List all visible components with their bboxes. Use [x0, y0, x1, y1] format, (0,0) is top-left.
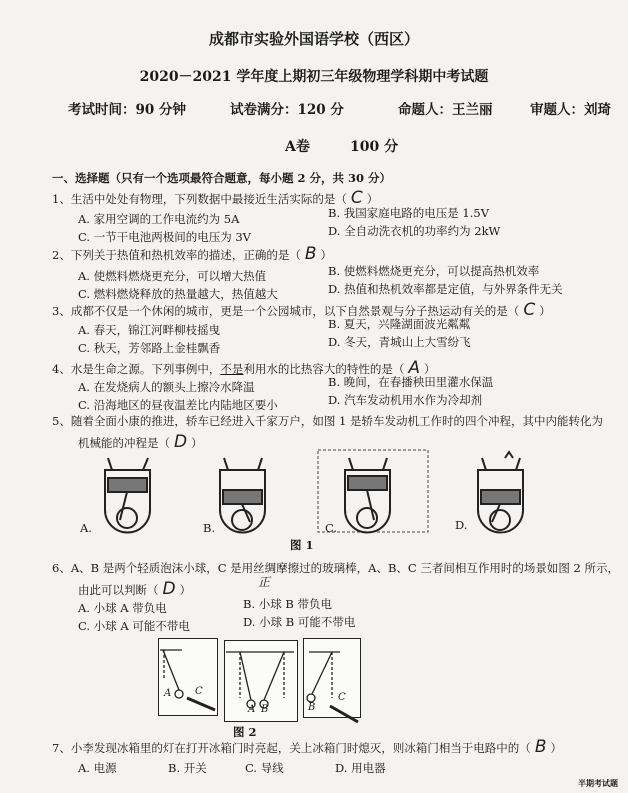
option: D. 热值和热机效率都是定值，与外界条件无关 [328, 282, 563, 296]
handwritten-answer: D [162, 579, 176, 599]
option: C. 一节干电池两极间的电压为 3V [78, 230, 251, 244]
option: D. 用电器 [335, 761, 386, 775]
exam-time: 考试时间：90 分钟 [68, 102, 186, 118]
question-5-cont: 机械能的冲程是（ D ） [78, 432, 203, 452]
exam-title: 2020－2021 学年度上期初三年级物理学科期中考试题 [139, 69, 489, 85]
option: A. 家用空调的工作电流约为 5A [78, 212, 240, 226]
handwritten-answer: A [408, 358, 420, 378]
figure-2-label: A [248, 704, 256, 715]
engine-a [105, 458, 150, 533]
figure-2-label: C [195, 686, 203, 697]
handwritten-answer: B [534, 737, 547, 757]
handwritten-note: 正 [258, 575, 271, 589]
option: C. 沿海地区的昼夜温差比内陆地区要小 [78, 398, 278, 412]
option: A. 春天，锦江河畔柳枝摇曳 [78, 323, 221, 337]
question-1: 1、生活中处处有物理，下列数据中最接近生活实际的是（ C ） [52, 188, 379, 208]
option: D. 汽车发动机用水作为冷却剂 [328, 393, 483, 407]
figure-1-label-a: A. [80, 521, 92, 535]
option: B. 开关 [168, 761, 207, 775]
question-6: 6、A、B 是两个轻质泡沫小球，C 是用丝绸摩擦过的玻璃棒，A、B、C 三者间相互作用时的场景如图 2 所示， [52, 561, 620, 575]
option: D. 全自动洗衣机的功率约为 2kW [328, 224, 501, 238]
option: B. 使燃料燃烧更充分，可以提高热机效率 [328, 264, 540, 278]
section-heading: 一、选择题（只有一个选项最符合题意，每小题 2 分，共 30 分） [52, 171, 392, 185]
author: 命题人：王兰丽 [398, 102, 493, 118]
school-name: 成都市实验外国语学校（西区） [208, 30, 419, 48]
question-6-cont: 由此可以判断（ D ） [78, 579, 192, 599]
option: A. 电源 [78, 761, 117, 775]
option: D. 冬天，青城山上大雪纷飞 [328, 335, 471, 349]
option: B. 我国家庭电路的电压是 1.5V [328, 206, 490, 220]
handwritten-answer: B [304, 244, 317, 264]
full-score: 试卷满分：120 分 [230, 102, 344, 118]
option: C. 小球 A 可能不带电 [78, 619, 190, 633]
handwritten-answer: C [523, 300, 536, 320]
paper-score: 100 分 [350, 139, 399, 155]
option: A. 使燃料燃烧更充分，可以增大热值 [78, 269, 267, 283]
option: B. 晚间，在春播秧田里灌水保温 [328, 375, 494, 389]
figure-2-label: B [308, 702, 316, 713]
reviewer: 审题人：刘琦 [530, 102, 611, 118]
handwritten-answer: D [174, 432, 188, 452]
figure-2-drawing [0, 638, 628, 738]
figure-1-label-c: C. [325, 521, 338, 535]
figure-1-engines [0, 450, 628, 560]
figure-1-caption: 图 1 [290, 538, 314, 552]
figure-2-label: C [338, 692, 346, 703]
question-3: 3、成都不仅是一个休闲的城市，更是一个公园城市，以下自然景观与分子热运动有关的是（ C ） [52, 300, 551, 320]
option: A. 小球 A 带负电 [78, 601, 167, 615]
question-2: 2、下列关于热值和热机效率的描述，正确的是（ B ） [52, 244, 332, 264]
question-5: 5、随着全面小康的推进，轿车已经进入千家万户，如图 1 是轿车发动机工作时的四个冲程，其中内能转化为 [52, 414, 603, 428]
question-7: 7、小李发现冰箱里的灯在打开冰箱门时亮起，关上冰箱门时熄灭，则冰箱门相当于电路中的（ B ） [52, 737, 562, 757]
option: B. 小球 B 带负电 [243, 597, 333, 611]
engine-d [478, 452, 523, 533]
footer-label: 半期考试题 [578, 778, 618, 788]
figure-1-label-b: B. [203, 521, 216, 535]
figure-2-caption: 图 2 [233, 725, 257, 739]
paper-label: A卷 [285, 139, 310, 155]
option: B. 夏天，兴隆湖面波光粼粼 [328, 317, 471, 331]
engine-c [345, 458, 390, 533]
figure-2-label: B [261, 704, 269, 715]
question-4: 4、水是生命之源。下列事例中，不是利用水的比热容大的特性的是（ A ） [52, 358, 436, 378]
figure-1-label-d: D. [455, 518, 468, 532]
option: C. 导线 [245, 761, 284, 775]
handwritten-answer: C [350, 188, 363, 208]
figure-2-label: A [164, 688, 172, 699]
option: A. 在发烧病人的额头上擦冷水降温 [78, 380, 255, 394]
option: C. 燃料燃烧释放的热量越大，热值越大 [78, 287, 278, 301]
engine-b [220, 458, 265, 533]
option: D. 小球 B 可能不带电 [243, 615, 356, 629]
option: C. 秋天，芳邻路上金桂飘香 [78, 341, 221, 355]
